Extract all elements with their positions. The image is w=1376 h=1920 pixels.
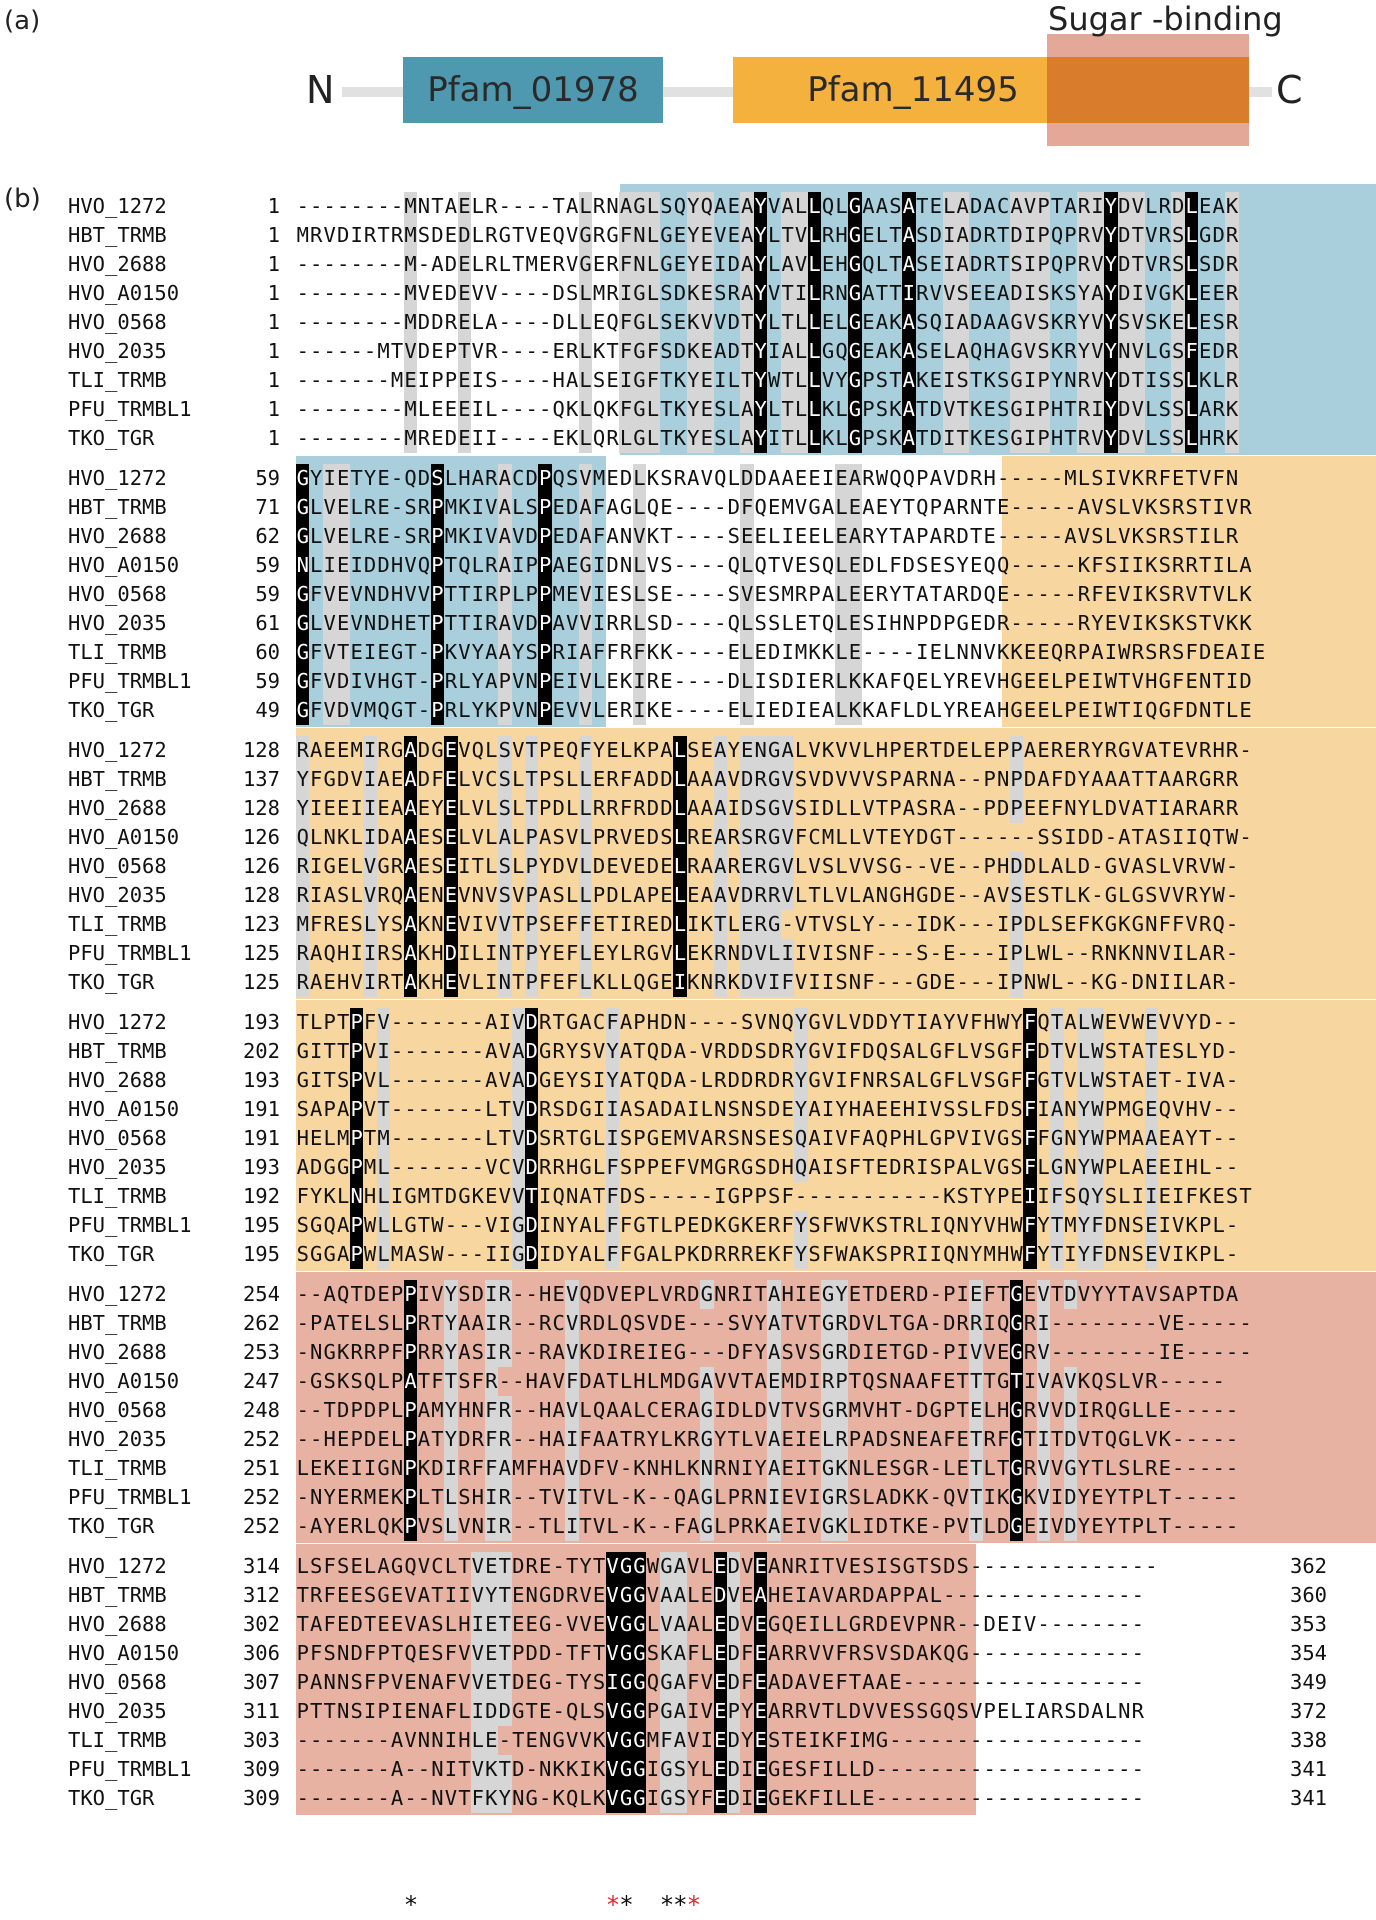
sequence-text: MRVDIRTRMSDEDLRGTVEQVGRGFNLGEYEVEAYLTVLRHGELTASDIADRTDIPQPRVYDTVRSLGDR [296, 221, 1239, 250]
conservation-marker: * [619, 1891, 634, 1919]
alignment-row [0, 366, 1376, 395]
sequence-text: --AQTDEPPIVYSDIR--HEVQDVEPLVRDGNRITAHIEGYETDERD-PIEFTGEVTDVYYTAVSAPTDA [296, 1280, 1239, 1309]
sequence-text: -NGKRRPFPRRYASIR--RAVKDIREIEG---DFYASVSGRDIETGD-PIVVEGRV--------IE----- [296, 1338, 1252, 1367]
alignment-row [0, 696, 1376, 725]
alignment-block [0, 192, 1376, 459]
start-position: 193 [242, 1010, 280, 1034]
sequence-name: HVO_2688 [68, 524, 167, 548]
sequence-text: RIGELVGRAESEITLSLPYDVLDEVEDELRAARERGVLVSLVVSG--VE--PHDDLALD-GVASLVRVW- [296, 852, 1239, 881]
alignment-row [0, 308, 1376, 337]
sequence-name: HVO_0568 [68, 1670, 167, 1694]
alignment-row [0, 192, 1376, 221]
start-position: 126 [242, 825, 280, 849]
start-position: 303 [242, 1728, 280, 1752]
sequence-name: HVO_0568 [68, 1398, 167, 1422]
start-position: 1 [267, 310, 280, 334]
sequence-name: HVO_0568 [68, 582, 167, 606]
start-position: 125 [242, 941, 280, 965]
alignment-row [0, 1425, 1376, 1454]
end-position: 341 [1290, 1757, 1328, 1781]
sequence-name: HVO_A0150 [68, 553, 180, 577]
alignment-block [0, 736, 1376, 1003]
sequence-text: --------MLEEEIL----QKLQKFGLTKYESLAYLTLLKLGPSKATDVTKESGIPHTRIYDVLSSLARK [296, 395, 1239, 424]
alignment-row [0, 1396, 1376, 1425]
alignment-row [0, 1454, 1376, 1483]
sequence-name: HVO_A0150 [68, 281, 180, 305]
sequence-text: YFGDVIAEADFELVCSLTPSLLERFADDLAAAVDRGVSVDVVVSPARNA--PNPDAFDYAAATTAARGRR [296, 765, 1239, 794]
alignment-row [0, 580, 1376, 609]
end-position: 353 [1290, 1612, 1328, 1636]
start-position: 1 [267, 252, 280, 276]
start-position: 253 [242, 1340, 280, 1364]
sequence-name: TKO_TGR [68, 1514, 155, 1538]
sequence-name: HVO_1272 [68, 1554, 167, 1578]
start-position: 59 [255, 582, 280, 606]
start-position: 49 [255, 698, 280, 722]
start-position: 252 [242, 1427, 280, 1451]
sequence-name: HVO_1272 [68, 466, 167, 490]
sequence-text: GITSPVL-------AVADGEYSIYATQDA-LRDDRDRYGVIFNRSALGFLVSGFFGTVLWSTAET-IVA- [296, 1066, 1239, 1095]
sequence-name: TKO_TGR [68, 970, 155, 994]
sequence-name: HBT_TRMB [68, 495, 167, 519]
sequence-name: HVO_2688 [68, 1068, 167, 1092]
sequence-name: PFU_TRMBL1 [68, 1213, 192, 1237]
sugar-binding-overlap [1047, 57, 1249, 123]
sequence-text: --------MDDRELA----DLLEQFGLSEKVVDTYLTLLELGEAKASQIADAAGVSKRYVYSVSKELESR [296, 308, 1239, 337]
alignment-row [0, 881, 1376, 910]
sequence-text: SAPAPVT-------LTVDRSDGIIASADAILNSNSDEYAIYHAEEHIVSSLFDSFIANYWPMGEQVHV-- [296, 1095, 1239, 1124]
alignment-row [0, 1367, 1376, 1396]
alignment-row [0, 852, 1376, 881]
sequence-name: PFU_TRMBL1 [68, 941, 192, 965]
sequence-name: TLI_TRMB [68, 640, 167, 664]
start-position: 1 [267, 368, 280, 392]
alignment-block [0, 1008, 1376, 1275]
alignment-row [0, 1182, 1376, 1211]
sequence-text: GYIETYE-QDSLHARACDPQSVMEDLKSRAVQLDDAAEEIEARWQQPAVDRH-----MLSIVKRFETVFN [296, 464, 1239, 493]
start-position: 302 [242, 1612, 280, 1636]
start-position: 191 [242, 1097, 280, 1121]
start-position: 307 [242, 1670, 280, 1694]
start-position: 128 [242, 883, 280, 907]
alignment-row [0, 1008, 1376, 1037]
sequence-text: -------A--NITVKTD-NKKIKVGGIGSYLEDIEGESFILLD-------------------- [296, 1755, 1145, 1784]
conservation-marker: * [686, 1891, 702, 1919]
start-position: 1 [267, 426, 280, 450]
sequence-name: TLI_TRMB [68, 912, 167, 936]
conservation-marker: * [605, 1891, 621, 1919]
start-position: 137 [242, 767, 280, 791]
sequence-name: HVO_A0150 [68, 1097, 180, 1121]
sequence-text: --------MREDEII----EKLQRLGLTKYESLAYITLLKLGPSKATDITKESGIPHTRVYDVLSSLHRK [296, 424, 1239, 453]
sugar-binding-label: Sugar -binding [1048, 0, 1283, 38]
alignment-row [0, 464, 1376, 493]
start-position: 254 [242, 1282, 280, 1306]
alignment-row [0, 1037, 1376, 1066]
sequence-name: HVO_A0150 [68, 1641, 180, 1665]
alignment-row [0, 1726, 1376, 1755]
sequence-name: HBT_TRMB [68, 1311, 167, 1335]
start-position: 191 [242, 1126, 280, 1150]
sequence-text: TLPTPFV-------AIVDRTGACFAPHDN----SVNQYGVLVDDYTIAYVFHWYFQTALWEVWEVVYD-- [296, 1008, 1239, 1037]
sequence-text: --TDPDPLPAMYHNFR--HAVLQAALCERAGIDLDVTVSGRMVHT-DGPTELHGRVVDIRQGLLE----- [296, 1396, 1239, 1425]
alignment-row [0, 1483, 1376, 1512]
sequence-text: QLNKLIDAAESELVLALPASVLPRVEDSLREARSRGVFCMLLVTEYDGT------SSIDD-ATASIIQTW- [296, 823, 1252, 852]
sequence-name: HVO_2688 [68, 796, 167, 820]
alignment-row [0, 1211, 1376, 1240]
sequence-text: GLVELRE-SRPMKIVAVDPEDAFANVKT----SEELIEELEARYTAPARDTE-----AVSLVKSRSTILR [296, 522, 1239, 551]
alignment-row [0, 1512, 1376, 1541]
sequence-name: HVO_0568 [68, 310, 167, 334]
alignment-row [0, 794, 1376, 823]
start-position: 1 [267, 339, 280, 363]
sequence-text: GFVTEIEGT-PKVYAAYSPRIAFFRFKK----ELEDIMKKLE----IELNNVKKEEQRPAIWRSRSFDEAIE [296, 638, 1266, 667]
start-position: 309 [242, 1757, 280, 1781]
sequence-text: -------AVNNIHLE-TENGVVKVGGMFAVIEDYESTEIKFIMG------------------- [296, 1726, 1145, 1755]
sequence-text: ------MTVDEPTVR----ERLKTFGFSDKEADTYIALLGQGEAKASELAQHAGVSKRYVYNVLGSFEDR [296, 337, 1239, 366]
sequence-text: GITTPVI-------AVADGRYSVYATQDA-VRDDSDRYGVIFDQSALGFLVSGFFDTVLWSTATESLYD- [296, 1037, 1239, 1066]
sequence-name: PFU_TRMBL1 [68, 397, 192, 421]
alignment-row [0, 765, 1376, 794]
start-position: 59 [255, 553, 280, 577]
sequence-text: -AYERLQKPVSLVNIR--TLITVL-K--FAGLPRKAEIVGKLIDTKE-PVTLDGEIVDYEYTPLT----- [296, 1512, 1239, 1541]
end-position: 360 [1290, 1583, 1328, 1607]
start-position: 59 [255, 466, 280, 490]
sequence-name: HVO_2688 [68, 252, 167, 276]
start-position: 61 [255, 611, 280, 635]
end-position: 349 [1290, 1670, 1328, 1694]
sequence-text: --------M-ADELRLTMERVGERFNLGEYEIDAYLAVLEHGQLTASEIADRTSIPQPRVYDTVRSLSDR [296, 250, 1239, 279]
start-position: 306 [242, 1641, 280, 1665]
alignment-row [0, 1095, 1376, 1124]
sequence-name: HBT_TRMB [68, 223, 167, 247]
alignment-block [0, 1552, 1376, 1819]
sequence-name: TLI_TRMB [68, 368, 167, 392]
alignment-row [0, 250, 1376, 279]
alignment-row [0, 424, 1376, 453]
sequence-name: HVO_1272 [68, 1282, 167, 1306]
sequence-text: RAEHVIRTAKHEVLINTPFEFLKLLQGEIKNRKDVIFVIISNF---GDE---IPNWL--KG-DNIILAR- [296, 968, 1239, 997]
start-position: 311 [242, 1699, 280, 1723]
sequence-text: MFRESLYSAKNEVIVVTPSEFFETIREDLIKTLERG-VTVSLY---IDK---IPDLSEFKGKGNFFVRQ- [296, 910, 1239, 939]
sequence-name: PFU_TRMBL1 [68, 1757, 192, 1781]
alignment-row [0, 493, 1376, 522]
sequence-text: --------MVEDEVV----DSLMRIGLSDKESRAYVTILRNGATTIRVVSEEADISKSYAYDIVGKLEER [296, 279, 1239, 308]
alignment-row [0, 968, 1376, 997]
sequence-name: HVO_1272 [68, 194, 167, 218]
sequence-text: NLIEIDDHVQPTQLRAIPPAEGIDNLVS----QLQTVESQLEDLFDSESYEQQ-----KFSIIKSRRTILA [296, 551, 1252, 580]
alignment-row [0, 1668, 1376, 1697]
alignment-row [0, 1153, 1376, 1182]
sequence-text: -PATELSLPRTYAAIR--RCVRDLQSVDE---SVYATVTGRDVLTGA-DRRIQGRI--------VE----- [296, 1309, 1252, 1338]
sequence-name: TKO_TGR [68, 1786, 155, 1810]
sequence-name: HVO_2688 [68, 1340, 167, 1364]
start-position: 314 [242, 1554, 280, 1578]
start-position: 62 [255, 524, 280, 548]
sequence-name: HVO_2035 [68, 883, 167, 907]
sequence-text: PANNSFPVENAFVVETDEG-TYSIGGQGAFVEDFEADAVEFTAAE------------------ [296, 1668, 1145, 1697]
start-position: 1 [267, 397, 280, 421]
alignment-row [0, 1552, 1376, 1581]
start-position: 252 [242, 1514, 280, 1538]
sequence-name: PFU_TRMBL1 [68, 669, 192, 693]
alignment-row [0, 221, 1376, 250]
pfam-01978-domain: Pfam_01978 [403, 57, 663, 123]
sequence-text: LEKEIIGNPKDIRFFAMFHAVDFV-KNHLKNRNIYAEITGKNLESGR-LETLTGRVVGYTLSLRE----- [296, 1454, 1239, 1483]
start-position: 312 [242, 1583, 280, 1607]
sequence-text: --------MNTAELR----TALRNAGLSQYQAEAYVALLQLGAASATELADACAVPTARIYDVLRDLEAK [296, 192, 1239, 221]
conservation-marker: * [659, 1891, 675, 1919]
sequence-name: PFU_TRMBL1 [68, 1485, 192, 1509]
alignment-row [0, 823, 1376, 852]
sequence-text: -------MEIPPEIS----HALSEIGFTKYEILTYWTLLVYGPSTAKEISTKSGIPYNRVYDTISSLKLR [296, 366, 1239, 395]
sequence-text: SGGAPWLMASW---IIGDIDYALFFGALPKDRRREKFYSFWAKSPRIIQNYMHWFYTIYFDNSEVIKPL- [296, 1240, 1239, 1269]
sequence-name: HVO_2035 [68, 611, 167, 635]
sequence-name: HBT_TRMB [68, 1039, 167, 1063]
alignment-row [0, 337, 1376, 366]
sequence-text: YIEEIIEAAEYELVLSLTPDLLRRFRDDLAAAIDSGVSIDLLVTPASRA--PDPEEFNYLDVATIARARR [296, 794, 1239, 823]
start-position: 195 [242, 1242, 280, 1266]
start-position: 252 [242, 1485, 280, 1509]
conservation-marker: * [673, 1891, 688, 1919]
sequence-text: FYKLNHLIGMTDGKEVVTIQNATFDS-----IGPPSF-----------KSTYPEIIFSQYSLIIEIFKEST [296, 1182, 1252, 1211]
panel-a-label: (a) [4, 6, 41, 36]
start-position: 71 [255, 495, 280, 519]
sequence-text: GFVEVNDHVVPTTIRPLPPMEVIESLSE----SVESMRPALEERYTATARDQE-----RFEVIKSRVTVLK [296, 580, 1252, 609]
sequence-name: HVO_0568 [68, 854, 167, 878]
end-position: 354 [1290, 1641, 1328, 1665]
start-position: 128 [242, 738, 280, 762]
alignment-row [0, 1639, 1376, 1668]
sequence-name: TLI_TRMB [68, 1456, 167, 1480]
sequence-text: --HEPDELPATYDRFR--HAIFAATRYLKRGYTLVAEIELRPADSNEAFETRFGTITDVTQGLVK----- [296, 1425, 1239, 1454]
alignment-row [0, 638, 1376, 667]
start-position: 1 [267, 223, 280, 247]
sequence-name: HBT_TRMB [68, 1583, 167, 1607]
sequence-text: GLVELRE-SRPMKIVALSPEDAFAGLQE----DFQEMVGALEAEYTQPARNTE-----AVSLVKSRSTIVR [296, 493, 1252, 522]
alignment-row [0, 1124, 1376, 1153]
sequence-text: RAEEMIRGADGEVQLSVTPEQFYELKPALSEAYENGALVKVVLHPERTDELEPPAERERYRGVATEVRHR- [296, 736, 1252, 765]
sequence-name: TKO_TGR [68, 1242, 155, 1266]
alignment-row [0, 667, 1376, 696]
alignment-row [0, 1066, 1376, 1095]
sequence-name: TLI_TRMB [68, 1184, 167, 1208]
start-position: 126 [242, 854, 280, 878]
sequence-name: TLI_TRMB [68, 1728, 167, 1752]
alignment-row [0, 1755, 1376, 1784]
start-position: 123 [242, 912, 280, 936]
sequence-name: HVO_0568 [68, 1126, 167, 1150]
sequence-text: RIASLVRQAENEVNVSVPASLLPDLAPELEAAVDRRVLTLVLANGHGDE--AVSESTLK-GLGSVVRYW- [296, 881, 1239, 910]
panel-b-label: (b) [4, 184, 41, 214]
sequence-name: HVO_2035 [68, 339, 167, 363]
sequence-name: TKO_TGR [68, 698, 155, 722]
alignment-block [0, 464, 1376, 731]
sequence-text: SGQAPWLLGTW---VIGDINYALFFGTLPEDKGKERFYSFWVKSTRLIQNYVHWFYTMYFDNSEIVKPL- [296, 1211, 1239, 1240]
start-position: 309 [242, 1786, 280, 1810]
sequence-text: GFVDIVHGT-PRLYAPVNPEIVLEKIRE----DLISDIERLKKAFQELYREVHGEELPEIWTVHGFENTID [296, 667, 1252, 696]
sequence-name: HVO_A0150 [68, 825, 180, 849]
sequence-name: HVO_1272 [68, 738, 167, 762]
alignment-row [0, 551, 1376, 580]
start-position: 251 [242, 1456, 280, 1480]
alignment-row [0, 395, 1376, 424]
sequence-text: LSFSELAGQVCLTVETDRE-TYTVGGWGAVLEDVEANRITVESISGTSDS-------------- [296, 1552, 1158, 1581]
start-position: 193 [242, 1068, 280, 1092]
sequence-text: ADGGPML-------VCVDRRHGLFSPPEFVMGRGSDHQAISFTEDRISPALVGSFLGNYWPLAEEIHL-- [296, 1153, 1239, 1182]
end-position: 341 [1290, 1786, 1328, 1810]
alignment-row [0, 1338, 1376, 1367]
sequence-text: GLVEVNDHETPTTIRAVDPAVVIRRLSD----QLSSLETQLESIHNPDPGEDR-----RYEVIKSKSTVKK [296, 609, 1252, 638]
sequence-text: -------A--NVTFKYNG-KQLKVGGIGSYFEDIEGEKFILLE-------------------- [296, 1784, 1145, 1813]
alignment-row [0, 1610, 1376, 1639]
alignment-row [0, 1697, 1376, 1726]
start-position: 59 [255, 669, 280, 693]
pfam-11495-domain: Pfam_11495 [733, 57, 1093, 123]
alignment-row [0, 1784, 1376, 1813]
start-position: 1 [267, 194, 280, 218]
end-position: 338 [1290, 1728, 1328, 1752]
sequence-name: HVO_1272 [68, 1010, 167, 1034]
sequence-text: TAFEDTEEVASLHIETEEG-VVEVGGLVAALEDVEGQEILLGRDEVPNR--DEIV-------- [296, 1610, 1145, 1639]
sequence-text: PFSNDFPTQESFVVETPDD-TFTVGGSKAFLEDFEARRVVFRSVSDAKQG------------- [296, 1639, 1145, 1668]
sequence-name: TKO_TGR [68, 426, 155, 450]
alignment-row [0, 1581, 1376, 1610]
alignment-row [0, 1309, 1376, 1338]
start-position: 1 [267, 281, 280, 305]
alignment-row [0, 736, 1376, 765]
alignment-row [0, 1280, 1376, 1309]
sequence-name: HVO_2688 [68, 1612, 167, 1636]
c-terminus-label: C [1276, 68, 1303, 112]
start-position: 247 [242, 1369, 280, 1393]
sequence-name: HVO_2035 [68, 1155, 167, 1179]
alignment-row [0, 1240, 1376, 1269]
alignment-row [0, 609, 1376, 638]
conservation-marker: * [403, 1891, 419, 1919]
alignment-row [0, 910, 1376, 939]
start-position: 192 [242, 1184, 280, 1208]
sequence-text: RAQHIIRSAKHDILINTPYEFLEYLRGVLEKRNDVLIIVISNF---S-E---IPLWL--RNKNNVILAR- [296, 939, 1239, 968]
alignment-row [0, 939, 1376, 968]
start-position: 193 [242, 1155, 280, 1179]
n-terminus-label: N [306, 68, 335, 112]
sequence-text: -NYERMEKPLTLSHIR--TVITVL-K--QAGLPRNIEVIGRSLADKK-QVTIKGKVIDYEYTPLT----- [296, 1483, 1239, 1512]
end-position: 362 [1290, 1554, 1328, 1578]
sequence-name: HBT_TRMB [68, 767, 167, 791]
start-position: 128 [242, 796, 280, 820]
alignment-row [0, 522, 1376, 551]
start-position: 202 [242, 1039, 280, 1063]
alignment-row [0, 279, 1376, 308]
start-position: 60 [255, 640, 280, 664]
alignment-block [0, 1280, 1376, 1547]
sequence-text: PTTNSIPIENAFLIDDGTE-QLSVGGPGAIVEPYEARRVTLDVVESSGQSVPELIARSDALNR [296, 1697, 1145, 1726]
sequence-text: GFVDVMQGT-PRLYKPVNPEVVLERIKE----ELIEDIEALKKAFLDLYREAHGEELPEIWTIQGFDNTLE [296, 696, 1252, 725]
sequence-text: HELMPTM-------LTVDSRTGLISPGEMVARSNSESQAIVFAQPHLGPVIVGSFFGNYWPMAAEAYT-- [296, 1124, 1239, 1153]
sequence-name: HVO_A0150 [68, 1369, 180, 1393]
sequence-name: HVO_2035 [68, 1699, 167, 1723]
sequence-text: -GSKSQLPATFTSFR--HAVFDATLHLMDGAVVTAEMDIRPTQSNAAFETTTGTIVAVKQSLVR----- [296, 1367, 1225, 1396]
start-position: 125 [242, 970, 280, 994]
start-position: 248 [242, 1398, 280, 1422]
start-position: 195 [242, 1213, 280, 1237]
sequence-name: HVO_2035 [68, 1427, 167, 1451]
start-position: 262 [242, 1311, 280, 1335]
end-position: 372 [1290, 1699, 1328, 1723]
sequence-text: TRFEESGEVATIIVYTENGDRVEVGGVAALEDVEAHEIAVARDAPPAL--------------- [296, 1581, 1145, 1610]
